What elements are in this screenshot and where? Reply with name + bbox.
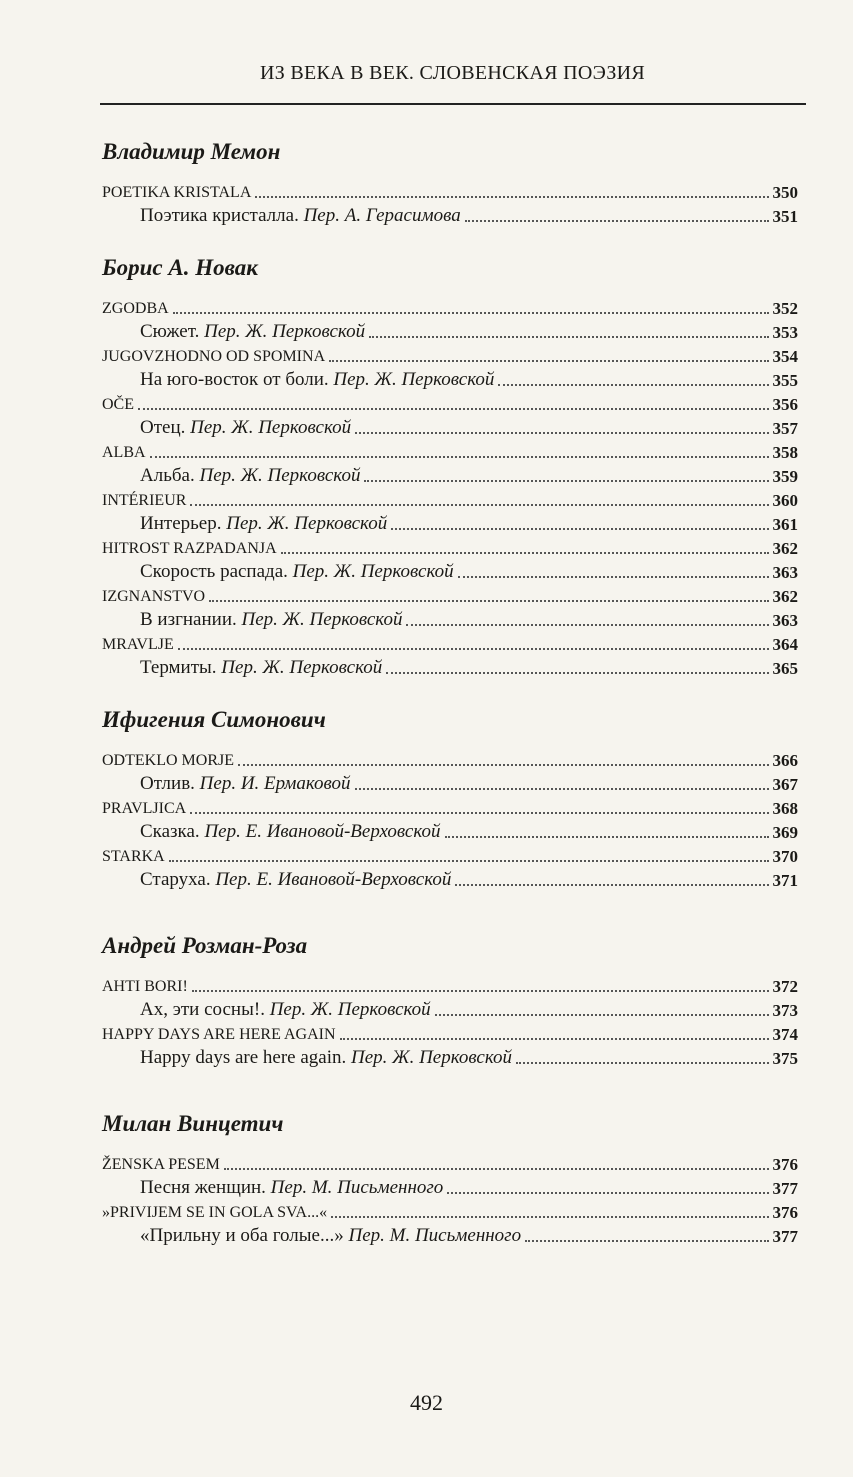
toc-entry-original[interactable] bbox=[96, 581, 798, 605]
entry-title: ALBA bbox=[102, 444, 146, 461]
author-name: Милан Винцетич bbox=[102, 1111, 284, 1136]
entry-page-number: 369 bbox=[772, 823, 798, 842]
entry-page-number: 351 bbox=[772, 207, 798, 226]
entry-title: Скорость распада. bbox=[140, 561, 288, 582]
translator-credit: Пер. Ж. Перковской bbox=[241, 609, 403, 630]
entry-label bbox=[96, 979, 188, 995]
toc-entry-translation[interactable] bbox=[96, 605, 798, 629]
toc-entry-original[interactable] bbox=[96, 1197, 798, 1221]
entry-label bbox=[96, 1178, 443, 1197]
entry-label bbox=[96, 610, 402, 629]
dot-leader bbox=[386, 671, 768, 674]
entry-label bbox=[96, 418, 351, 437]
entry-page-number: 358 bbox=[772, 443, 798, 462]
entry-page-number: 360 bbox=[772, 491, 798, 510]
entry-title: IZGNANSTVO bbox=[102, 588, 206, 605]
entry-title: Альба. bbox=[140, 465, 195, 486]
toc-entry-translation[interactable] bbox=[96, 653, 798, 677]
entry-page-number: 376 bbox=[772, 1203, 798, 1222]
entry-label bbox=[96, 658, 382, 677]
entry-title: Ах, эти сосны!. bbox=[140, 999, 265, 1020]
toc-entry-translation[interactable] bbox=[96, 769, 798, 793]
entry-page-number: 377 bbox=[772, 1179, 798, 1198]
entry-label bbox=[96, 541, 277, 557]
entry-page-number: 362 bbox=[772, 587, 798, 606]
entry-label bbox=[96, 301, 169, 317]
entry-label bbox=[96, 774, 351, 793]
author-section bbox=[96, 933, 798, 1067]
dot-leader bbox=[391, 527, 768, 530]
entry-title: HITROST RAZPADANJA bbox=[102, 540, 277, 557]
dot-leader bbox=[447, 1191, 768, 1194]
toc-entry-original[interactable] bbox=[96, 745, 798, 769]
toc-entry-original[interactable] bbox=[96, 485, 798, 509]
entry-label bbox=[96, 349, 325, 365]
translator-credit: Пер. М. Письменного bbox=[270, 1177, 444, 1198]
dot-leader bbox=[458, 575, 769, 578]
entry-page-number: 353 bbox=[772, 323, 798, 342]
toc-entry-translation[interactable] bbox=[96, 865, 798, 889]
dot-leader bbox=[255, 195, 768, 198]
toc-entry-translation[interactable] bbox=[96, 1221, 798, 1245]
toc-entry-original[interactable] bbox=[96, 341, 798, 365]
entry-title: Песня женщин. bbox=[140, 1177, 266, 1198]
table-of-contents bbox=[96, 125, 798, 1275]
running-header: ИЗ ВЕКА В ВЕК. СЛОВЕНСКАЯ ПОЭЗИЯ bbox=[259, 62, 646, 84]
entry-title: Отлив. bbox=[140, 773, 195, 794]
toc-entry-original[interactable] bbox=[96, 971, 798, 995]
entry-label bbox=[96, 822, 441, 841]
translator-credit: Пер. Ж. Перковской bbox=[199, 465, 361, 486]
entry-label bbox=[96, 1027, 336, 1043]
toc-entry-translation[interactable] bbox=[96, 509, 798, 533]
dot-leader bbox=[435, 1013, 769, 1016]
entry-title: ODTEKLO MORJE bbox=[102, 752, 234, 769]
toc-entry-original[interactable] bbox=[96, 629, 798, 653]
translator-credit: Пер. Ж. Перковской bbox=[269, 999, 431, 1020]
entry-label bbox=[96, 206, 461, 225]
entry-label bbox=[96, 493, 186, 509]
toc-entry-original[interactable] bbox=[96, 293, 798, 317]
entry-title: На юго-восток от боли. bbox=[140, 369, 329, 390]
entry-label bbox=[96, 466, 360, 485]
dot-leader bbox=[192, 989, 769, 992]
dot-leader bbox=[173, 311, 769, 314]
author-name: Ифигения Симонович bbox=[102, 707, 326, 732]
entry-page-number: 371 bbox=[772, 871, 798, 890]
entry-title: Поэтика кристалла. bbox=[140, 205, 299, 226]
entry-title: MRAVLJE bbox=[102, 636, 174, 653]
entry-title: OČE bbox=[102, 396, 134, 413]
entry-title: ŽENSKA PESEM bbox=[102, 1156, 220, 1173]
entry-label bbox=[96, 185, 251, 201]
header-rule bbox=[100, 103, 806, 105]
entry-title: Интерьер. bbox=[140, 513, 222, 534]
toc-entry-translation[interactable] bbox=[96, 317, 798, 341]
dot-leader bbox=[138, 407, 769, 410]
toc-entry-translation[interactable] bbox=[96, 1173, 798, 1197]
entry-page-number: 352 bbox=[772, 299, 798, 318]
entry-page-number: 354 bbox=[772, 347, 798, 366]
author-section bbox=[96, 139, 798, 225]
entry-title: POETIKA KRISTALA bbox=[102, 184, 252, 201]
entry-title: Сюжет. bbox=[140, 321, 200, 342]
dot-leader bbox=[445, 835, 769, 838]
dot-leader bbox=[190, 811, 768, 814]
entry-page-number: 364 bbox=[772, 635, 798, 654]
author-name: Андрей Розман-Роза bbox=[102, 933, 308, 958]
dot-leader bbox=[340, 1037, 769, 1040]
toc-entry-translation[interactable] bbox=[96, 201, 798, 225]
entry-page-number: 374 bbox=[772, 1025, 798, 1044]
entry-title: Сказка. bbox=[140, 821, 200, 842]
dot-leader bbox=[169, 859, 769, 862]
entry-title: PRAVLJICA bbox=[102, 800, 187, 817]
entry-label bbox=[96, 370, 494, 389]
translator-credit: Пер. А. Герасимова bbox=[303, 205, 461, 226]
translator-credit: Пер. М. Письменного bbox=[348, 1225, 522, 1246]
dot-leader bbox=[355, 787, 769, 790]
toc-entry-translation[interactable] bbox=[96, 557, 798, 581]
translator-credit: Пер. Е. Ивановой-Верховской bbox=[204, 821, 441, 842]
entry-title: Отец. bbox=[140, 417, 186, 438]
entry-label bbox=[96, 445, 146, 461]
entry-title: JUGOVZHODNO OD SPOMINA bbox=[102, 348, 326, 365]
toc-entry-original[interactable] bbox=[96, 1019, 798, 1043]
entry-title: INTÉRIEUR bbox=[102, 492, 187, 509]
translator-credit: Пер. Ж. Перковской bbox=[351, 1047, 512, 1068]
entry-page-number: 367 bbox=[772, 775, 798, 794]
entry-page-number: 370 bbox=[772, 847, 798, 866]
entry-label bbox=[96, 1226, 521, 1245]
dot-leader bbox=[281, 551, 769, 554]
entry-label bbox=[96, 637, 174, 653]
entry-label bbox=[96, 753, 234, 769]
dot-leader bbox=[224, 1167, 769, 1170]
entry-label bbox=[96, 562, 454, 581]
dot-leader bbox=[355, 431, 768, 434]
translator-credit: Пер. Е. Ивановой-Верховской bbox=[215, 869, 452, 890]
entry-page-number: 368 bbox=[772, 799, 798, 818]
entry-page-number: 363 bbox=[772, 563, 798, 582]
entry-page-number: 362 bbox=[772, 539, 798, 558]
dot-leader bbox=[364, 479, 768, 482]
entry-label bbox=[96, 1000, 431, 1019]
entry-label bbox=[96, 397, 134, 413]
author-name: Владимир Мемон bbox=[102, 139, 281, 164]
translator-credit: Пер. Ж. Перковской bbox=[292, 561, 454, 582]
toc-entry-translation[interactable] bbox=[96, 817, 798, 841]
dot-leader bbox=[150, 455, 769, 458]
author-section bbox=[96, 255, 798, 677]
entry-page-number: 377 bbox=[772, 1227, 798, 1246]
entry-page-number: 376 bbox=[772, 1155, 798, 1174]
author-section bbox=[96, 707, 798, 889]
dot-leader bbox=[329, 359, 768, 362]
entry-label bbox=[96, 849, 165, 865]
dot-leader bbox=[465, 219, 769, 222]
entry-label bbox=[96, 514, 387, 533]
author-section bbox=[96, 1111, 798, 1245]
translator-credit: Пер. Ж. Перковской bbox=[204, 321, 366, 342]
entry-label bbox=[96, 589, 205, 605]
toc-entry-original[interactable] bbox=[96, 793, 798, 817]
entry-title: HAPPY DAYS ARE HERE AGAIN bbox=[102, 1026, 336, 1043]
dot-leader bbox=[369, 335, 768, 338]
toc-entry-original[interactable] bbox=[96, 533, 798, 557]
dot-leader bbox=[331, 1215, 768, 1218]
entry-page-number: 363 bbox=[772, 611, 798, 630]
translator-credit: Пер. Ж. Перковской bbox=[226, 513, 388, 534]
author-name: Борис А. Новак bbox=[102, 255, 258, 280]
dot-leader bbox=[455, 883, 768, 886]
dot-leader bbox=[178, 647, 769, 650]
toc-entry-translation[interactable] bbox=[96, 995, 798, 1019]
entry-title: »PRIVIJEM SE IN GOLA SVA...« bbox=[102, 1204, 328, 1221]
toc-entry-translation[interactable] bbox=[96, 365, 798, 389]
entry-label bbox=[96, 870, 451, 889]
entry-page-number: 373 bbox=[772, 1001, 798, 1020]
entry-page-number: 355 bbox=[772, 371, 798, 390]
dot-leader bbox=[516, 1061, 769, 1064]
entry-page-number: 372 bbox=[772, 977, 798, 996]
translator-credit: Пер. Ж. Перковской bbox=[333, 369, 495, 390]
entry-page-number: 356 bbox=[772, 395, 798, 414]
page-number: 492 bbox=[410, 1390, 443, 1415]
toc-entry-original[interactable] bbox=[96, 177, 798, 201]
dot-leader bbox=[406, 623, 768, 626]
entry-label bbox=[96, 1048, 512, 1067]
entry-label bbox=[96, 1157, 220, 1173]
toc-entry-translation[interactable] bbox=[96, 1043, 798, 1067]
entry-label bbox=[96, 322, 365, 341]
entry-label bbox=[96, 1205, 327, 1221]
dot-leader bbox=[209, 599, 768, 602]
entry-title: Happy days are here again. bbox=[140, 1047, 347, 1068]
entry-title: AHTI BORI! bbox=[102, 978, 188, 995]
entry-title: Термиты. bbox=[140, 657, 217, 678]
dot-leader bbox=[190, 503, 768, 506]
translator-credit: Пер. Ж. Перковской bbox=[221, 657, 383, 678]
toc-entry-translation[interactable] bbox=[96, 413, 798, 437]
dot-leader bbox=[498, 383, 768, 386]
entry-page-number: 357 bbox=[772, 419, 798, 438]
entry-page-number: 366 bbox=[772, 751, 798, 770]
entry-label bbox=[96, 801, 186, 817]
toc-entry-original[interactable] bbox=[96, 1149, 798, 1173]
entry-page-number: 359 bbox=[772, 467, 798, 486]
entry-title: ZGODBA bbox=[102, 300, 169, 317]
toc-entry-original[interactable] bbox=[96, 389, 798, 413]
entry-title: Старуха. bbox=[140, 869, 211, 890]
entry-title: В изгнании. bbox=[140, 609, 237, 630]
dot-leader bbox=[238, 763, 769, 766]
entry-page-number: 375 bbox=[772, 1049, 798, 1068]
toc-entry-translation[interactable] bbox=[96, 461, 798, 485]
translator-credit: Пер. И. Ермаковой bbox=[199, 773, 351, 794]
entry-page-number: 350 bbox=[772, 183, 798, 202]
dot-leader bbox=[525, 1239, 768, 1242]
toc-entry-original[interactable] bbox=[96, 841, 798, 865]
translator-credit: Пер. Ж. Перковской bbox=[190, 417, 352, 438]
entry-page-number: 361 bbox=[772, 515, 798, 534]
entry-page-number: 365 bbox=[772, 659, 798, 678]
toc-entry-original[interactable] bbox=[96, 437, 798, 461]
entry-title: «Прильну и оба голые...» bbox=[140, 1225, 344, 1246]
entry-title: STARKA bbox=[102, 848, 165, 865]
